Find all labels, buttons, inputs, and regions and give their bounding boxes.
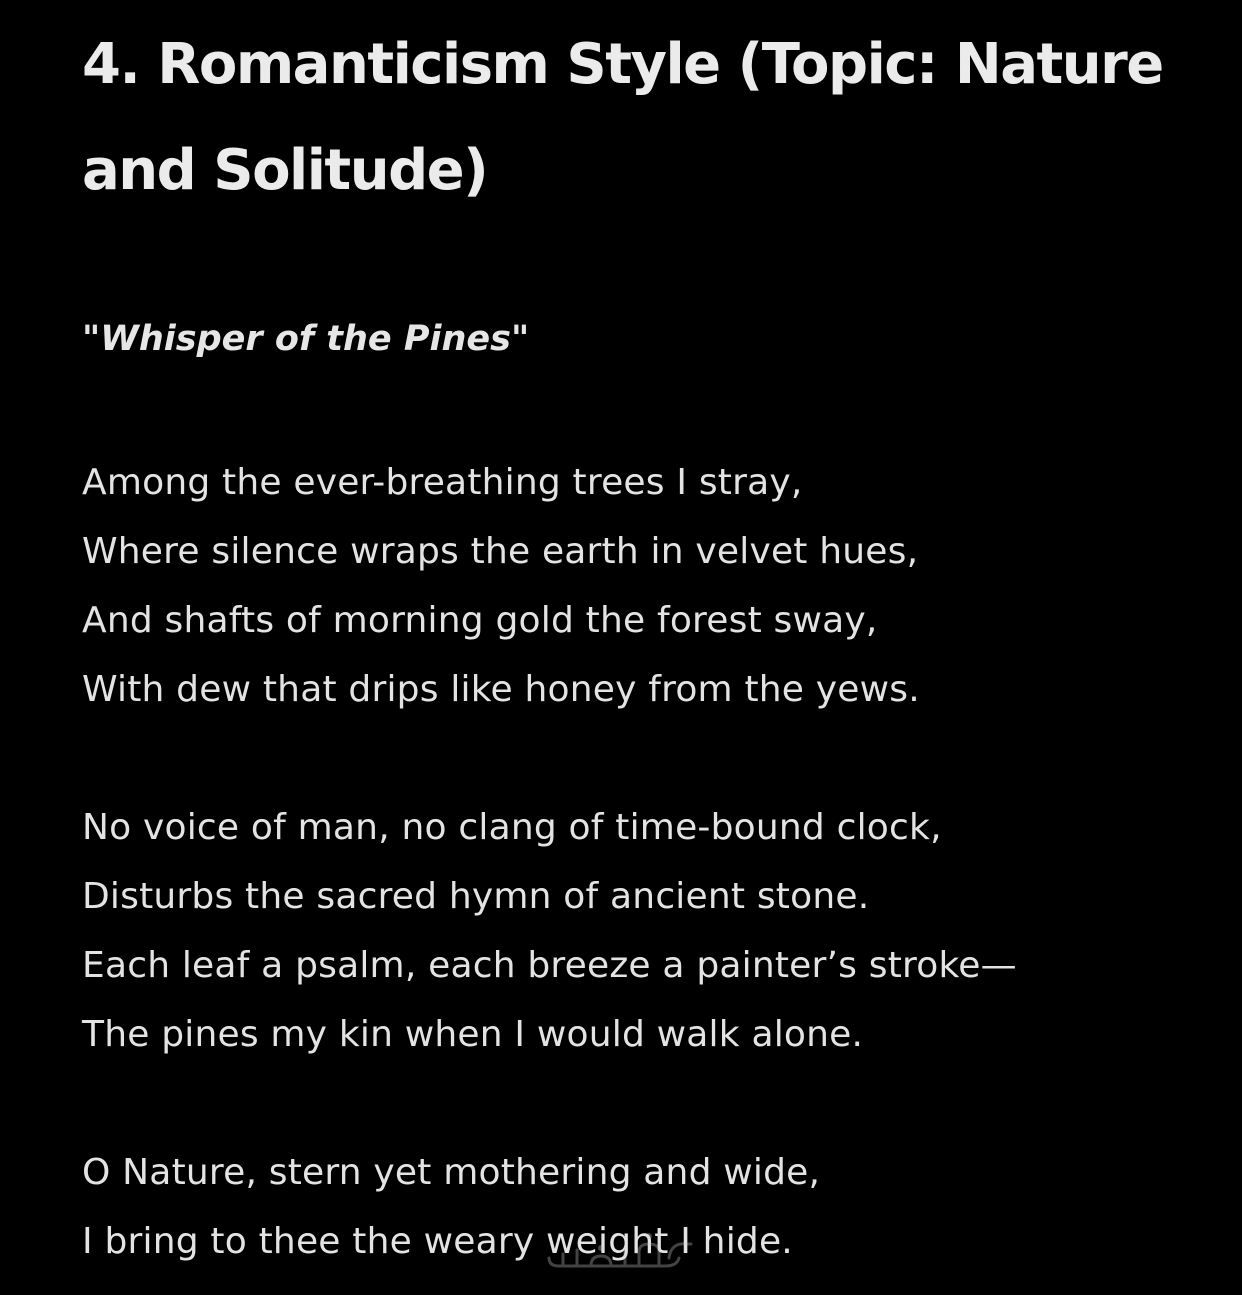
poem-line: Where silence wraps the earth in velvet hues, xyxy=(82,531,919,572)
page-heading: 4. Romanticism Style (Topic: Nature and Solitude) xyxy=(82,32,1163,203)
stanza-2 xyxy=(82,793,1202,1069)
watermark-logo-icon xyxy=(545,1228,697,1272)
document-page xyxy=(82,0,1202,1276)
poem-line: I bring to thee the weary weight I hide. xyxy=(82,1221,793,1262)
stanza-1 xyxy=(82,448,1202,724)
poem-title: "Whisper of the Pines" xyxy=(82,319,530,359)
poem-line: With dew that drips like honey from the yews. xyxy=(82,669,920,710)
poem-line: Disturbs the sacred hymn of ancient stone. xyxy=(82,876,870,917)
poem-line: O Nature, stern yet mothering and wide, xyxy=(82,1152,821,1193)
poem-line: The pines my kin when I would walk alone. xyxy=(82,1014,864,1055)
poem-line: Each leaf a psalm, each breeze a painter’s stroke— xyxy=(82,945,1017,986)
poem-line: And shafts of morning gold the forest sway, xyxy=(82,600,878,641)
poem-line: Among the ever-breathing trees I stray, xyxy=(82,462,803,503)
poem-line: No voice of man, no clang of time-bound clock, xyxy=(82,807,942,848)
